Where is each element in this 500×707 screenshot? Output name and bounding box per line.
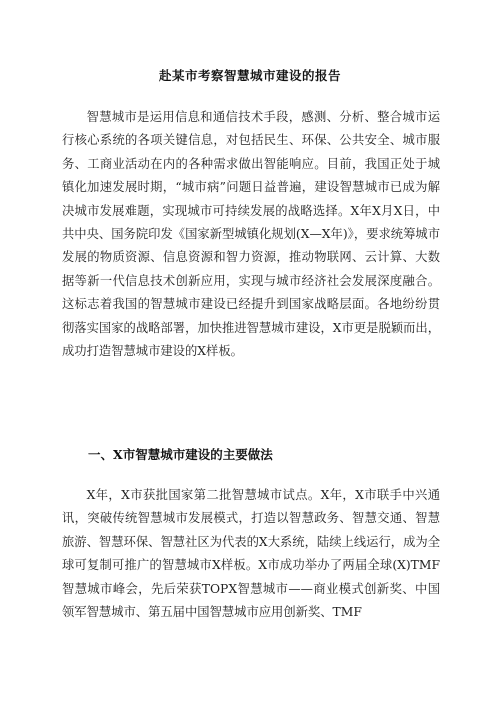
document-title: 赴某市考察智慧城市建设的报告 <box>158 68 341 83</box>
section-heading: 一、X市智慧城市建设的主要做法 <box>88 447 273 462</box>
section-paragraph: X年，X市获批国家第二批智慧城市试点。X年，X市联手中兴通讯，突破传统智慧城市发展模式，打造以智慧政务、智慧交通、智慧旅游、智慧环保、智慧社区为代表的X大系统，陆续上线运行，成为全球可复制可推广的智慧城市X样板。X市成功举办了两届全球(X)TMF智慧城市峰会，先后荣获TOPX智慧城市——商业模式创新奖、中国领军智慧城市、第五届中国智慧城市应用创新奖、TMF <box>62 488 440 620</box>
intro-paragraph: 智慧城市是运用信息和通信技术手段，感测、分析、整合城市运行核心系统的各项关键信息，对包括民生、环保、公共安全、城市服务、工商业活动在内的各种需求做出智能响应。目前，我国正处于城镇化加速发展时期，“城市病”问题日益普遍，建设智慧城市已成为解决城市发展难题，实现城市可持续发展的战略选择。X年X月X日，中共中央、国务院印发《国家新型城镇化规划(X—X年)》，要求统筹城市发展的物质资源、信息资源和智力资源，推动物联网、云计算、大数据等新一代信息技术创新应用，实现与城市经济社会发展深度融合。这标志着我国的智慧城市建设已经提升到国家战略层面。各地纷纷贯彻落实国家的战略部署，加快推进智慧城市建设，X市更是脱颖而出，成功打造智慧城市建设的X样板。 <box>62 110 440 359</box>
